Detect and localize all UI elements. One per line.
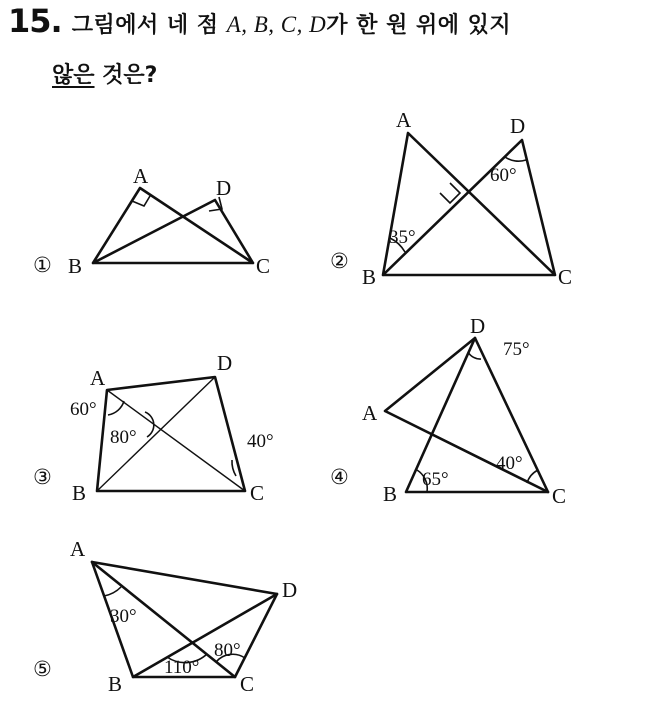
fig4-label-c: C [552, 484, 567, 508]
figure4-angle-75 [468, 352, 481, 359]
fig5-angle-label-30: 30° [110, 606, 137, 627]
figure3-angle-40 [232, 460, 236, 476]
fig2-angle-label-60: 60° [490, 165, 517, 186]
question-number: 15. [8, 2, 62, 40]
figure3-angle-60 [108, 401, 124, 415]
fig4-angle-label-75: 75° [503, 339, 530, 360]
fig1-label-b: B [68, 254, 83, 278]
figure2-right-angle [440, 183, 460, 203]
figure-option-5 [33, 537, 297, 696]
fig5-label-b: B [108, 672, 123, 696]
fig2-label-a: A [396, 108, 412, 132]
option-marker-1: ① [33, 253, 52, 277]
figure3-angle-80 [145, 412, 154, 437]
fig2-label-b: B [362, 265, 377, 289]
fig4-label-b: B [383, 482, 398, 506]
fig4-angle-label-40: 40° [496, 453, 523, 474]
figure-option-2 [330, 108, 572, 289]
question-suffix: 가 한 원 위에 있지 [326, 13, 512, 38]
question-points: A, B, C, D [226, 12, 327, 37]
figure-option-3 [33, 351, 274, 505]
fig3-label-d: D [217, 351, 233, 375]
option-marker-5: ⑤ [33, 657, 52, 681]
figure-option-4 [330, 314, 566, 508]
fig5-angle-label-80: 80° [214, 640, 241, 661]
figure2-lines [383, 133, 555, 275]
fig1-label-c: C [256, 254, 271, 278]
figure2-angle-60 [505, 157, 526, 161]
fig3-label-c: C [250, 481, 265, 505]
option-marker-4: ④ [330, 465, 349, 489]
fig5-angle-label-110: 110° [164, 657, 200, 678]
fig3-label-b: B [72, 481, 87, 505]
fig2-label-d: D [510, 114, 526, 138]
fig5-label-a: A [70, 537, 86, 561]
fig5-label-d: D [282, 578, 298, 602]
fig1-label-a: A [133, 164, 149, 188]
fig2-angle-label-35: 35° [389, 227, 416, 248]
fig2-label-c: C [558, 265, 573, 289]
fig4-label-d: D [470, 314, 486, 338]
fig5-label-c: C [240, 672, 255, 696]
option-marker-3: ③ [33, 465, 52, 489]
fig3-angle-label-60: 60° [70, 399, 97, 420]
fig1-label-d: D [216, 176, 232, 200]
option-marker-2: ② [330, 249, 349, 273]
fig3-angle-label-40: 40° [247, 431, 274, 452]
question-underlined-word: 않은 [52, 63, 95, 88]
fig3-angle-label-80: 80° [110, 427, 137, 448]
question-rest: 것은? [94, 63, 158, 88]
question-prefix: 그림에서 네 점 [71, 13, 219, 38]
figure5-angle-30 [104, 587, 121, 596]
fig4-angle-label-65: 65° [422, 469, 449, 490]
fig4-label-a: A [362, 401, 378, 425]
figure-option-1 [33, 164, 270, 278]
fig3-label-a: A [90, 366, 106, 390]
figure4-lines-da-ac [385, 338, 548, 492]
